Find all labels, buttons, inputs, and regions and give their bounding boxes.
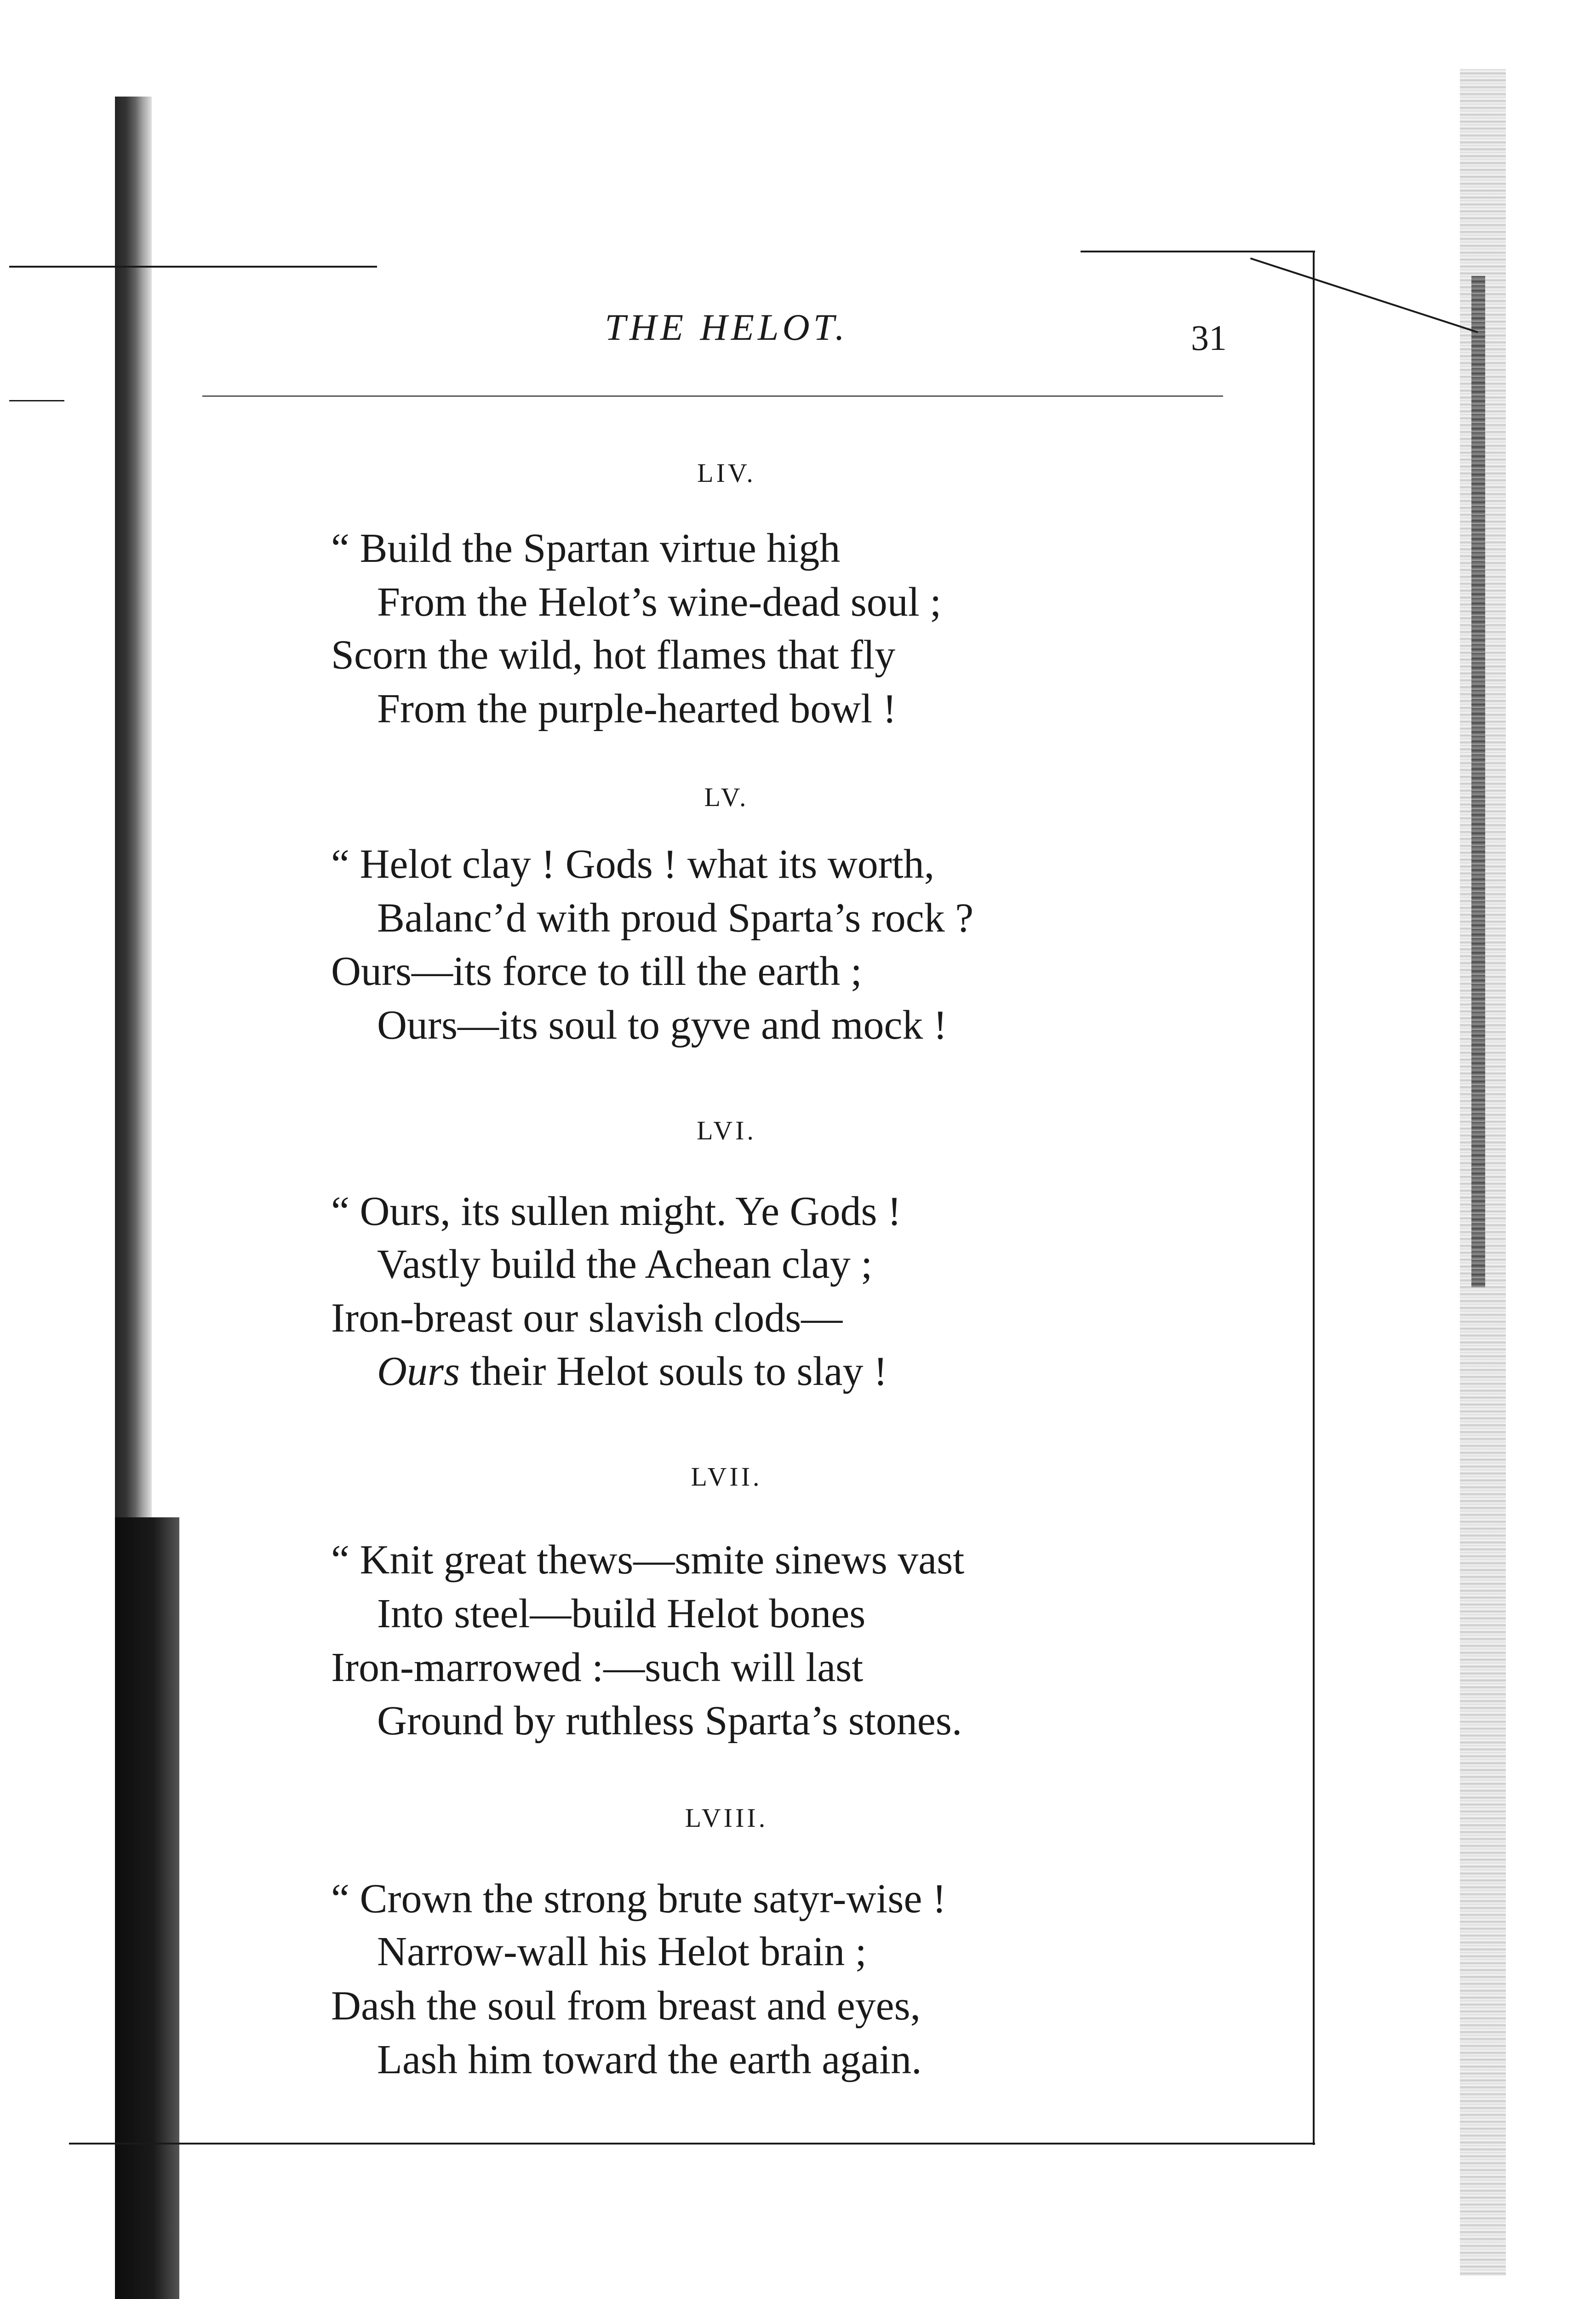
poem-line — [377, 1351, 887, 1392]
stanza-number: LV. — [704, 782, 749, 812]
poem-line: Ours—its force to till the earth ; — [331, 949, 862, 994]
poem-line: Lash him toward the earth again. — [377, 2037, 922, 2082]
emphasized-word: Ours — [377, 1349, 460, 1394]
margin-mark-left — [9, 400, 64, 401]
book-binding-shadow — [115, 1517, 179, 2299]
poem-line: Vastly build the Achean clay ; — [377, 1241, 873, 1287]
poem-line: Narrow-wall his Helot brain ; — [377, 1929, 867, 1974]
poem-line: Dash the soul from breast and eyes, — [331, 1983, 921, 2029]
bottom-rule — [69, 2143, 1315, 2145]
header-rule — [202, 395, 1223, 397]
stanza-number: LIV. — [697, 458, 756, 488]
poem-line: “ Ours, its sullen might. Ye Gods ! — [331, 1189, 902, 1234]
poem-line: “ Crown the strong brute satyr-wise ! — [331, 1876, 946, 1922]
running-title: THE HELOT. — [605, 306, 848, 348]
poem-line: Ground by ruthless Sparta’s stones. — [377, 1698, 962, 1744]
page-edge-dark-strip — [1471, 276, 1485, 1287]
poem-line-rest: their Helot souls to slay ! — [460, 1349, 887, 1394]
corner-diagonal-rule — [1250, 257, 1478, 333]
stanza-number: LVIII. — [685, 1803, 768, 1833]
poem-line: Ours—its soul to gyve and mock ! — [377, 1002, 947, 1048]
top-right-rule — [1081, 251, 1315, 252]
poem-line: Into steel—build Helot bones — [377, 1591, 866, 1636]
poem-line: “ Helot clay ! Gods ! what its worth, — [331, 841, 935, 887]
poem-line: Scorn the wild, hot flames that fly — [331, 632, 896, 678]
stanza-number: LVI. — [697, 1115, 756, 1145]
poem-line: From the purple-hearted bowl ! — [377, 686, 897, 732]
poem-line: From the Helot’s wine-dead soul ; — [377, 579, 942, 625]
poem-line: Balanc’d with proud Sparta’s rock ? — [377, 895, 974, 941]
poem-line: Iron-marrowed :—such will last — [331, 1645, 864, 1690]
page-number: 31 — [1191, 318, 1227, 358]
poem-line: Iron-breast our slavish clods— — [331, 1295, 843, 1341]
right-frame-rule — [1313, 251, 1315, 2145]
top-left-rule — [9, 266, 377, 268]
stanza-number: LVII. — [691, 1462, 762, 1492]
poem-line: “ Build the Spartan virtue high — [331, 526, 841, 571]
poem-line: “ Knit great thews—smite sinews vast — [331, 1537, 965, 1583]
